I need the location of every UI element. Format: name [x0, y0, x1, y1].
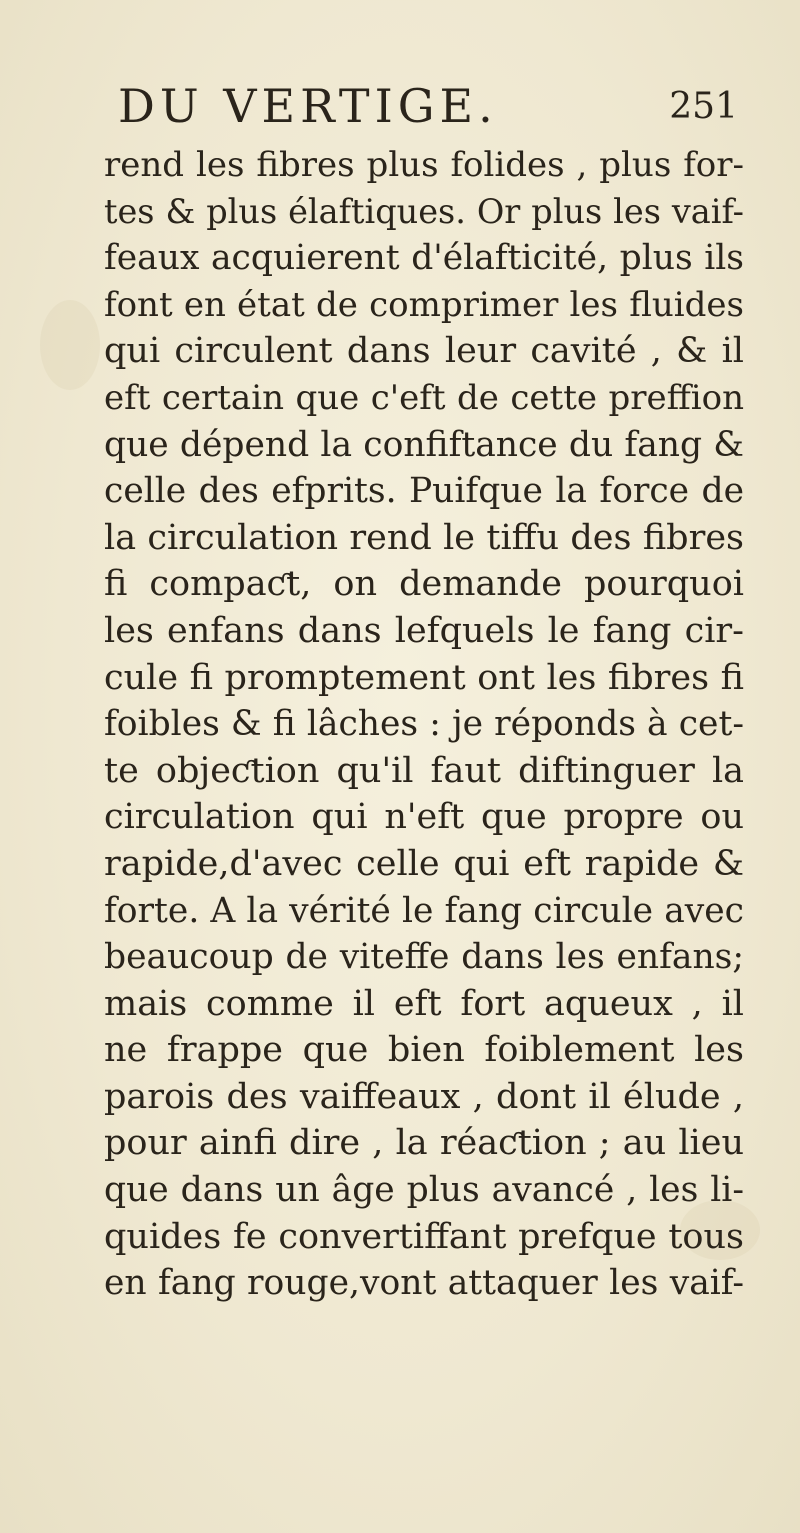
text-line: celle des efprits. Puifque la force de — [104, 471, 744, 512]
running-title: DU VERTIGE. — [118, 79, 498, 133]
text-line: ne frappe que bien foiblement les — [104, 1030, 744, 1071]
text-line: font en état de comprimer les fluides — [104, 284, 744, 325]
text-line: cule fi promptement ont les fibres fi — [104, 657, 744, 698]
text-line: foibles & fi lâches : je réponds à cet- — [104, 704, 744, 745]
text-line: rend les fibres plus folides , plus for- — [104, 145, 744, 185]
running-head — [118, 78, 738, 134]
body-text — [104, 142, 744, 1307]
text-line: en fang rouge,vont attaquer les vaif- — [104, 1263, 744, 1304]
text-line: parois des vaiffeaux , dont il élude , — [104, 1076, 744, 1117]
text-line: que dépend la confiftance du fang & — [104, 424, 744, 465]
text-line: eft certain que c'eft de cette preffion — [104, 377, 744, 418]
text-line: la circulation rend le tiffu des fibres — [104, 517, 744, 558]
page-number: 251 — [669, 86, 738, 127]
text-line: les enfans dans lefquels le fang cir- — [104, 610, 744, 651]
text-line: mais comme il eft fort aqueux , il — [104, 983, 744, 1024]
text-line: pour ainfi dire , la réaƈtion ; au lieu — [104, 1123, 744, 1164]
text-line: rapide,d'avec celle qui eft rapide & — [104, 843, 744, 884]
text-line: circulation qui n'eft que propre ou — [104, 797, 744, 838]
text-line: beaucoup de viteffe dans les enfans; — [104, 937, 744, 978]
text-line: fi compaƈt, on demande pourquoi — [104, 564, 744, 605]
text-line: forte. A la vérité le fang circule avec — [104, 890, 744, 931]
text-line: qui circulent dans leur cavité , & il — [104, 331, 744, 372]
text-line: tes & plus élaftiques. Or plus les vaif- — [104, 191, 744, 231]
text-line: te objeƈtion qu'il faut diftinguer la — [104, 750, 744, 791]
text-line: feaux acquierent d'élafticité, plus ils — [104, 238, 744, 279]
text-line: que dans un âge plus avancé , les li- — [104, 1170, 744, 1211]
text-line: quides fe convertiffant prefque tous — [104, 1216, 744, 1257]
paper-stain — [40, 300, 100, 390]
